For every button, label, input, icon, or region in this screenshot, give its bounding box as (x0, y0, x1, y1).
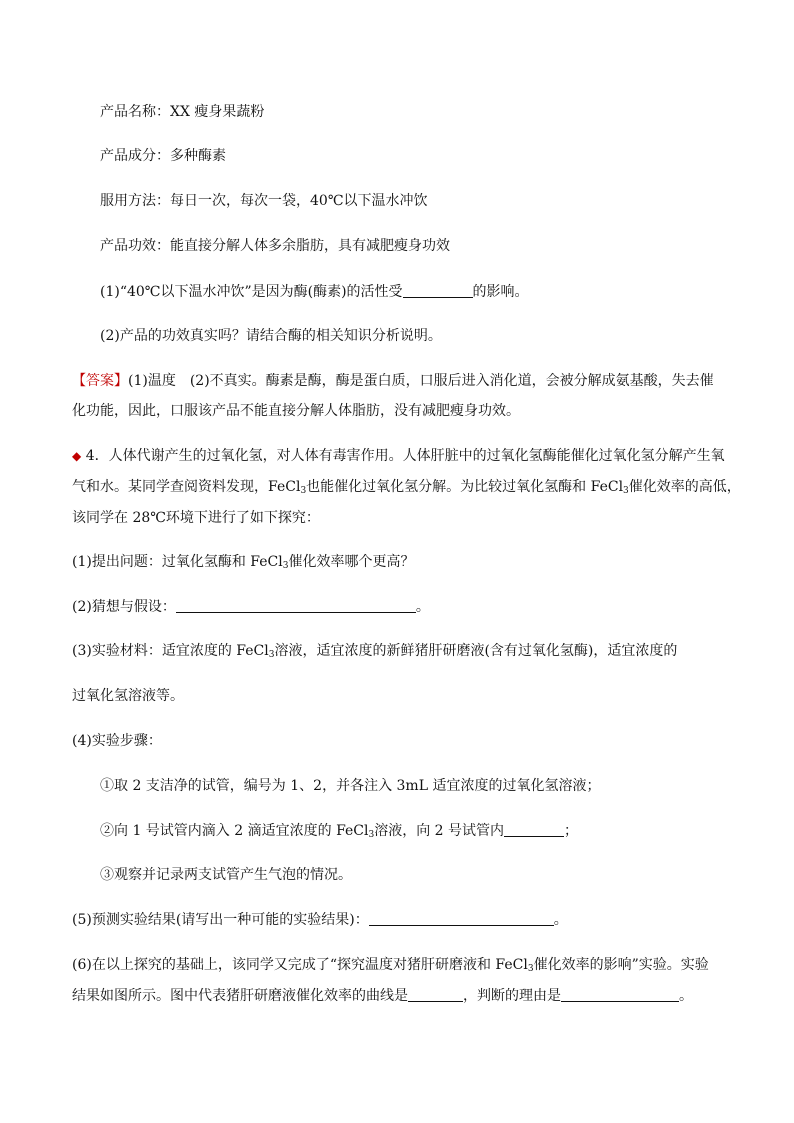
product-name: 产品名称：XX 瘦身果蔬粉 (100, 104, 265, 120)
product-effect: 产品功效：能直接分解人体多余脂肪，具有减肥瘦身功效 (100, 238, 450, 254)
q4-s5: (5)预测实验结果(请写出一种可能的实验结果)： 。 (72, 912, 568, 928)
q4-intro-2: 气和水。某同学查阅资料发现，FeCl$_3$也能催化过氧化氢分解。为比较过氧化氢酶和 FeCl$_3$催化效率的高低， (72, 479, 741, 496)
product-ingredients: 产品成分：多种酶素 (100, 148, 226, 164)
q4-s4: (4)实验步骤： (72, 733, 162, 749)
answer-line-1: 【答案】(1)温度 (2)不真实。酶素是酶，酶是蛋白质，口服后进入消化道，会被分解成氨基酸，失去催 (72, 373, 714, 389)
q4-s1: (1)提出问题：过氧化氢酶和 FeCl$_3$催化效率哪个更高？ (72, 554, 415, 571)
product-usage: 服用方法：每日一次，每次一袋，40℃以下温水冲饮 (100, 193, 428, 209)
q4-s6-cont: 结果如图所示。图中代表猪肝研磨液催化效率的曲线是 ，判断的理由是 。 (72, 988, 693, 1004)
q4-s3: (3)实验材料：适宜浓度的 FeCl$_3$溶液，适宜浓度的新鲜猪肝研磨液(含有过氧化氢酶)，适宜浓度的 (72, 643, 678, 660)
result-blank[interactable] (369, 911, 554, 926)
diamond-bullet-icon: ◆ (72, 449, 82, 463)
q4-step2: ②向 1 号试管内滴入 2 滴适宜浓度的 FeCl$_3$溶液，向 2 号试管内 ； (100, 823, 579, 840)
reason-blank[interactable] (561, 987, 679, 1002)
q3-sub2: (2)产品的功效真实吗？请结合酶的相关知识分析说明。 (100, 328, 442, 344)
q4-intro-1: ◆ 4．人体代谢产生的过氧化氢，对人体有毒害作用。人体肝脏中的过氧化氢酶能催化过氧化氢分解产生氧 (72, 448, 725, 464)
q4-intro-3: 该同学在 28℃环境下进行了如下探究： (72, 510, 320, 526)
q3-sub1: (1)“40℃以下温水冲饮”是因为酶(酶素)的活性受 的影响。 (100, 284, 529, 300)
hypothesis-blank[interactable] (176, 598, 416, 613)
q4-step3: ③观察并记录两支试管产生气泡的情况。 (100, 867, 352, 883)
q4-s2: (2)猜想与假设： 。 (72, 599, 430, 615)
curve-blank[interactable] (408, 987, 463, 1002)
answer-line-2: 化功能，因此，口服该产品不能直接分解人体脂肪，没有减肥瘦身功效。 (72, 403, 520, 419)
q4-s6: (6)在以上探究的基础上，该同学又完成了“探究温度对猪肝研磨液和 FeCl$_3$催化效率的影响”实验。实验 (72, 957, 709, 974)
q4-s3-cont: 过氧化氢溶液等。 (72, 688, 184, 704)
step-blank[interactable] (504, 822, 564, 837)
answer-tag: 【答案】 (72, 373, 128, 389)
q4-step1: ①取 2 支洁净的试管，编号为 1、2，并各注入 3mL 适宜浓度的过氧化氢溶液； (100, 778, 601, 794)
answer-blank[interactable] (403, 283, 473, 298)
